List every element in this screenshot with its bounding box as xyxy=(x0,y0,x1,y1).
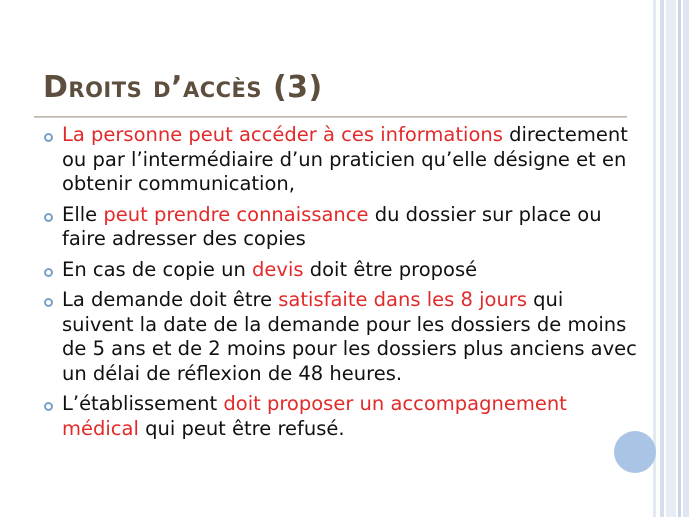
bullet-text-highlight: devis xyxy=(252,257,304,281)
bullet-item xyxy=(40,258,640,283)
decorative-bar xyxy=(666,0,676,517)
bullet-circle-icon xyxy=(44,213,53,222)
bullet-text: En cas de copie un xyxy=(62,257,253,281)
bullet-list xyxy=(40,123,640,447)
decorative-bar xyxy=(653,0,656,517)
bullet-text: directement ou par l’intermédiaire d’un praticien qu’elle désigne et en obtenir communication, xyxy=(62,123,628,195)
bullet-item xyxy=(40,288,640,386)
title-underline xyxy=(34,116,627,118)
bullet-text: qui peut être refusé. xyxy=(138,416,345,440)
bullet-circle-icon xyxy=(44,402,53,411)
decorative-bar xyxy=(678,0,681,517)
bullet-text-highlight: satisfaite dans les 8 jours xyxy=(278,288,527,311)
bullet-text: Elle xyxy=(62,202,104,226)
bullet-item xyxy=(40,203,640,252)
decorative-bar xyxy=(660,0,664,517)
bullet-item xyxy=(40,123,640,197)
bullet-circle-icon xyxy=(44,298,53,307)
bullet-text: L’établissement xyxy=(62,392,224,415)
bullet-text: du dossier sur place ou faire adresser des copies xyxy=(62,202,602,250)
bullet-text-highlight: peut prendre connaissance xyxy=(103,202,369,226)
bullet-item xyxy=(40,392,640,441)
bullet-text: La demande doit être xyxy=(62,288,279,311)
bullet-text-highlight: doit proposer un accompagnement médical xyxy=(62,392,567,440)
bullet-text-highlight: La personne peut accéder à ces informations xyxy=(62,123,503,146)
decorative-bar xyxy=(683,0,689,517)
bullet-text: doit être proposé xyxy=(303,257,478,281)
bullet-circle-icon xyxy=(44,268,53,277)
slide-title: Droits d’accès (3) xyxy=(43,70,323,105)
bullet-text: qui suivent la date de la demande pour les dossiers de moins de 5 ans et de 2 moins pour les dossiers plus anciens avec un délai de réflexion de 48 heures. xyxy=(62,288,637,385)
bullet-circle-icon xyxy=(44,133,53,142)
decorative-circle xyxy=(614,431,656,473)
